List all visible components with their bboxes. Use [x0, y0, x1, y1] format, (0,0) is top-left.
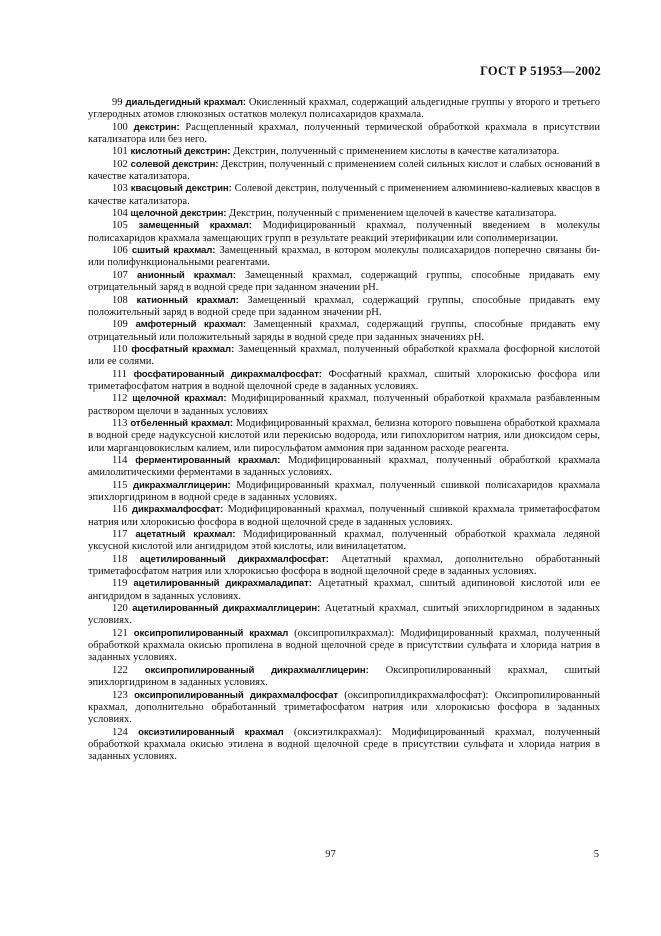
- entry-term: кислотный декстрин:: [130, 146, 231, 158]
- entry-definition: Замещенный крахмал, содержащий группы, способные придавать ему положительный заряд в водной среде при заданном значении pH.: [88, 294, 601, 318]
- entry-number: 115: [112, 479, 128, 491]
- entry-definition: (оксипропилдикрахмалфосфат): Оксипропилированный крахмал, дополнительно обработанный триметафосфатом натрия или хлорокисью фосфора в заданных условиях.: [88, 689, 600, 726]
- term-entry: [88, 369, 600, 394]
- entry-definition: Замещенный крахмал, в котором молекулы полисахаридов поперечно связаны би- или полифункциональными реагентами.: [88, 245, 600, 269]
- entry-definition: Модифицированный крахмал, полученный обработкой крахмала ледяной уксусной кислотой или ангидридом этой кислоты, или винилацетатом.: [88, 529, 600, 553]
- term-entry: [88, 504, 600, 529]
- term-entry: [88, 480, 600, 505]
- term-entry: [88, 122, 600, 147]
- entry-number: 123: [112, 689, 128, 701]
- entry-definition: Ацетатный крахмал, сшитый адипиновой кислотой или ее ангидридом в заданных условиях.: [88, 578, 601, 602]
- term-entry: [88, 628, 600, 665]
- page-number: 97: [325, 849, 336, 860]
- entry-definition: Фосфатный крахмал, сшитый хлорокисью фосфора или триметафосфатом натрия в водной щелочной среде в заданных условиях.: [88, 368, 601, 392]
- entry-term: ацетилированный дикрахмаладипат:: [133, 578, 312, 590]
- term-entry: [88, 97, 600, 122]
- entry-term: замещенный крахмал:: [138, 220, 252, 232]
- entry-definition: Модифицированный крахмал, полученный сшивкой крахмала триметафосфатом натрия или хлорокисью фосфора в водной щелочной среде в заданных условиях.: [88, 504, 600, 528]
- entry-term: катионный крахмал:: [136, 294, 239, 306]
- term-entry: [88, 665, 600, 690]
- term-entry: [88, 295, 600, 320]
- term-entry: [88, 529, 600, 554]
- term-entry: [88, 208, 600, 220]
- entry-definition: (оксиэтилкрахмал): Модифицированный крахмал, полученный обработкой крахмала окисью этилена в водной щелочной среде в присутствии сульфата и хлорида натрия в заданных условиях.: [88, 726, 601, 763]
- entry-term: ацетилированный дикрахмалглицерин:: [132, 603, 321, 615]
- term-entry: [88, 319, 600, 344]
- entry-term: квасцовый декстрин:: [130, 183, 232, 195]
- term-entry: [88, 690, 600, 727]
- entry-number: 121: [112, 627, 128, 639]
- term-entry: [88, 183, 600, 208]
- term-entry: [88, 418, 600, 455]
- entry-definition: Декстрин, полученный с применением кислоты в качестве катализатора.: [232, 146, 560, 158]
- entry-number: 110: [112, 343, 128, 355]
- entry-definition: Модифицированный крахмал, полученный обработкой крахмала разбавленным раствором щелочи в заданных условиях: [88, 393, 600, 417]
- entry-definition: Ацетатный крахмал, сшитый эпихлоргидрином в заданных условиях.: [88, 603, 600, 627]
- entry-definition: Модифицированный крахмал, полученный сшивкой полисахаридов крахмала эпихлоргидрином в водной среде в заданных условиях.: [88, 479, 601, 503]
- term-entry: [88, 727, 600, 764]
- entry-number: 101: [112, 146, 128, 158]
- term-entry: [88, 146, 600, 158]
- term-entry: [88, 245, 600, 270]
- entry-number: 114: [112, 454, 128, 466]
- entry-number: 117: [112, 529, 128, 541]
- entry-number: 111: [112, 368, 128, 380]
- entry-definition: Замещенный крахмал, содержащий группы, способные придавать ему отрицательный или положительный заряды в водной среде при заданных значениях pH.: [88, 319, 601, 343]
- entry-definition: Модифицированный крахмал, полученный введением в молекулы полисахаридов крахмала замещающих групп в результате реакций этерификации или сополимеризации.: [88, 220, 601, 244]
- term-entry: [88, 603, 600, 628]
- term-entry: [88, 270, 600, 295]
- entry-number: 99: [112, 97, 123, 108]
- term-entry: [88, 220, 600, 245]
- entry-definition: Оксипропилированный крахмал, сшитый эпихлоргидрином в заданных условиях.: [88, 664, 601, 689]
- entry-term: ацетатный крахмал:: [135, 529, 236, 541]
- entry-term: ферментированный крахмал:: [135, 454, 281, 466]
- entry-number: 112: [112, 393, 128, 405]
- term-entry: [88, 578, 600, 603]
- sheet-number: 5: [593, 849, 599, 860]
- term-entry: [88, 393, 600, 418]
- entry-term: дикрахмалглицерин:: [133, 479, 231, 491]
- entry-number: 107: [112, 269, 128, 281]
- entry-number: 116: [112, 504, 128, 516]
- entry-term: оксипропилированный крахмал: [133, 627, 289, 639]
- entry-number: 108: [112, 294, 128, 306]
- entry-term: диальдегидный крахмал:: [125, 97, 246, 108]
- entry-term: оксипропилированный дикрахмалглицерин:: [144, 664, 369, 676]
- entry-definition: Замещенный крахмал, полученный обработкой крахмала фосфорной кислотой или ее солями.: [88, 343, 600, 368]
- term-entry: [88, 344, 600, 369]
- entry-term: оксипропилированный дикрахмалфосфат: [134, 689, 338, 701]
- entry-definition: Декстрин, полученный с применением щелочей в качестве катализатора.: [229, 208, 557, 220]
- entry-definition: (оксипропилкрахмал): Модифицированный крахмал, полученный обработкой крахмала окисью пропилена в водной щелочной среде в присутствии сульфата и хлорида натрия в заданных условиях.: [88, 627, 600, 664]
- entry-definition: Расщепленный крахмал, полученный термической обработкой крахмала в присутствии катализатора или без него.: [88, 121, 600, 146]
- entry-term: солевой декстрин:: [130, 158, 219, 170]
- entry-number: 119: [112, 578, 128, 590]
- entry-definition: Окисленный крахмал, содержащий альдегидные группы у второго и третьего углеродных атомов глюкозных остатков молекул полисахаридов крахмала.: [88, 97, 600, 121]
- term-entry: [88, 159, 600, 184]
- document-code-header: ГОСТ Р 51953—2002: [480, 64, 601, 78]
- entry-definition: Декстрин, полученный с применением солей сильных кислот и слабых оснований в качестве катализатора.: [88, 158, 600, 183]
- entry-number: 104: [112, 208, 128, 220]
- entry-term: фосфатный крахмал:: [131, 343, 235, 355]
- entry-term: ацетилированный дикрахмалфосфат:: [139, 553, 329, 565]
- entry-number: 122: [112, 664, 128, 676]
- entry-term: сшитый крахмал:: [131, 245, 216, 257]
- entry-term: щелочной декстрин:: [130, 208, 227, 220]
- entry-definition: Замещенный крахмал, содержащий группы, способные придавать ему отрицательный заряд в водной среде при заданном значении pH.: [88, 269, 600, 294]
- entry-number: 118: [112, 553, 128, 565]
- terms-list: [88, 97, 600, 764]
- entry-term: оксиэтилированный крахмал: [138, 726, 284, 738]
- entry-term: отбеленный крахмал:: [130, 417, 233, 429]
- entry-term: дикрахмалфосфат:: [132, 504, 224, 516]
- entry-term: фосфатированный дикрахмалфосфат:: [133, 368, 322, 380]
- entry-term: анионный крахмал:: [136, 269, 236, 281]
- entry-number: 113: [112, 417, 128, 429]
- entry-number: 102: [112, 158, 128, 170]
- term-entry: [88, 455, 600, 480]
- entry-definition: Солевой декстрин, полученный с применением алюминиево-калиевых квасцов в качестве катализатора.: [88, 183, 600, 207]
- entry-term: амфотерный крахмал:: [135, 319, 247, 331]
- entry-term: щелочной крахмал:: [132, 393, 227, 405]
- entry-number: 106: [112, 245, 128, 257]
- entry-term: декстрин:: [133, 121, 180, 133]
- entry-definition: Модифицированный крахмал, полученный обработкой крахмала амилолитическими ферментами в заданных условиях.: [88, 454, 601, 479]
- entry-number: 124: [112, 726, 128, 738]
- entry-number: 100: [112, 121, 128, 133]
- term-entry: [88, 554, 600, 579]
- entry-number: 120: [112, 603, 128, 615]
- entry-number: 109: [112, 319, 128, 331]
- entry-number: 103: [112, 183, 128, 195]
- entry-number: 105: [112, 220, 128, 232]
- entry-definition: Ацетатный крахмал, дополнительно обработанный триметафосфатом натрия или хлорокисью фосфора в водной щелочной среде в заданных условиях.: [88, 553, 600, 578]
- entry-definition: Модифицированный крахмал, белизна которого повышена обработкой крахмала в водной среде надуксусной кислотой или перекисью водорода, или гипохлоритом натрия, или диоксидом серы, или марганцовокислым калием, или пиросульфатом аммония при заданном расходе реагента.: [88, 417, 600, 454]
